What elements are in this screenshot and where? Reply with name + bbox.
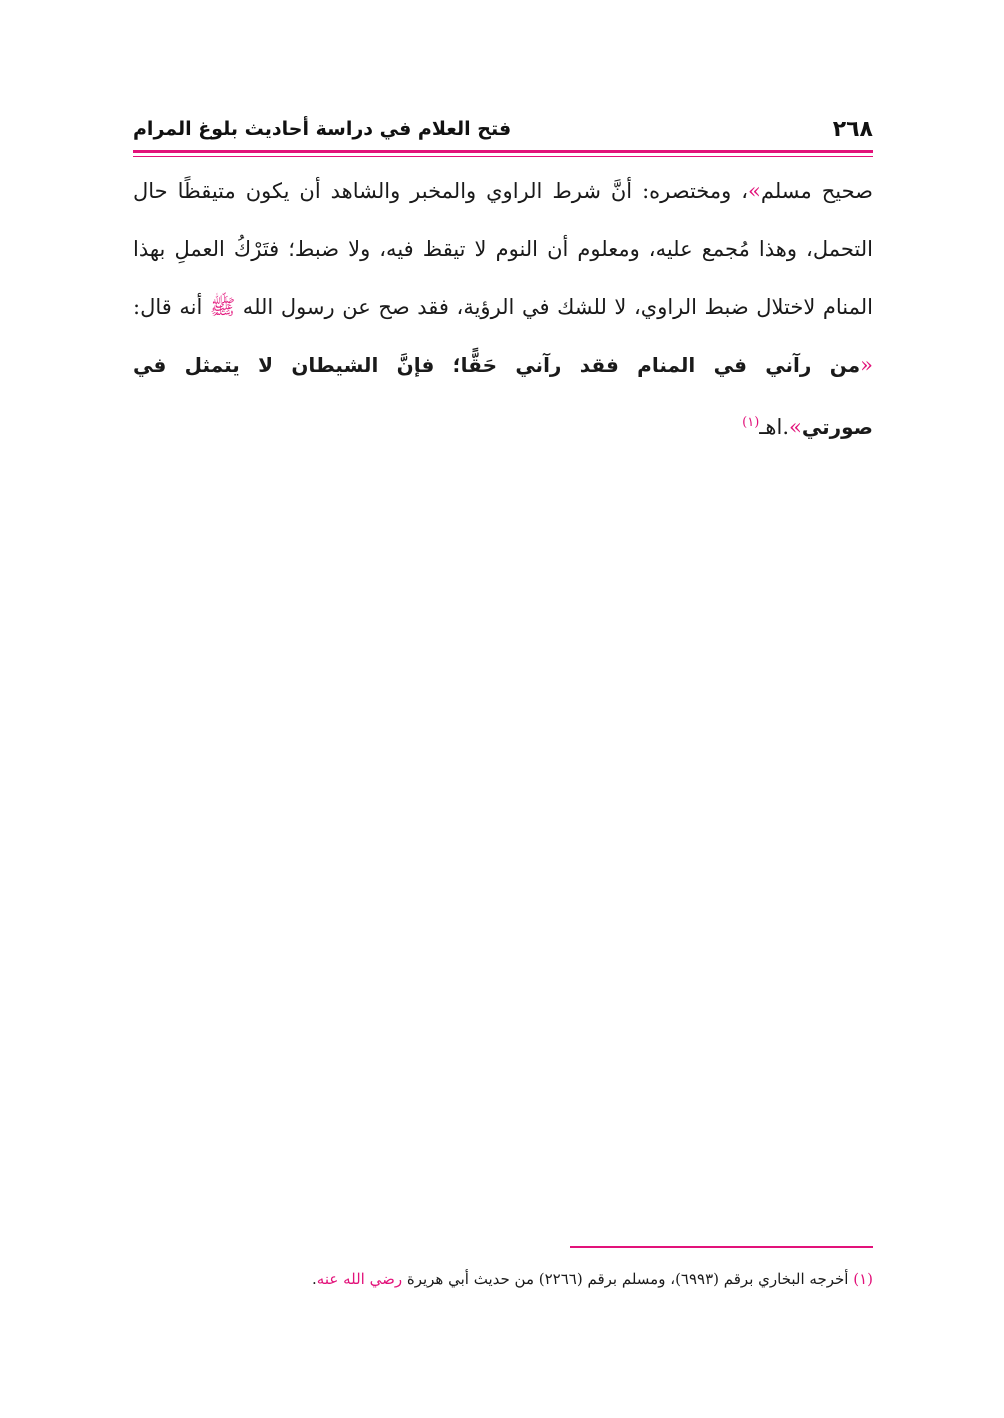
closing-quote-mark: » (747, 179, 761, 203)
footnote-separator (570, 1246, 873, 1248)
header-rule-thin (133, 156, 873, 157)
hadith-quote-close: » (789, 415, 802, 439)
header-rule-thick (133, 150, 873, 153)
footnote-reference[interactable]: (١) (742, 415, 760, 430)
footnote-end: . (312, 1270, 317, 1288)
footnote-number: (١) (853, 1270, 873, 1288)
text-segment-4: .اهـ (759, 415, 790, 439)
hadith-quote-open: « (860, 353, 873, 377)
footnote (133, 1266, 873, 1292)
salutation-glyph: ﷺ (209, 295, 236, 319)
page-header (133, 112, 873, 146)
body-paragraph (133, 162, 873, 456)
text-segment-2: ، ومختصره: أنَّ شرط الراوي والمخبر والشاهد أن يكون متيقظًا حال التحمل، وهذا مُجمع عليه، ومعلوم أن النوم لا تيقظ فيه، ولا ضبط؛ فتَرْكُ العملِ بهذا المنام لاختلال ضبط الراوي، لا للشك في الرؤية، فقد صح عن رسول الله (133, 179, 873, 319)
running-title: فتح العلام في دراسة أحاديث بلوغ المرام (133, 118, 512, 140)
page-number: ٢٦٨ (832, 116, 873, 142)
honorific-glyph: رضي الله عنه (316, 1270, 403, 1288)
text-segment-3: أنه قال: (133, 295, 210, 319)
footnote-text: أخرجه البخاري برقم (٦٩٩٣)، ومسلم برقم (٢٢٦٦) من حديث أبي هريرة (402, 1270, 854, 1288)
text-segment-1: صحيح مسلم (760, 179, 873, 203)
hadith-quote: من رآني في المنام فقد رآني حَقًّا؛ فإنَّ الشيطان لا يتمثل في صورتي (133, 353, 873, 439)
